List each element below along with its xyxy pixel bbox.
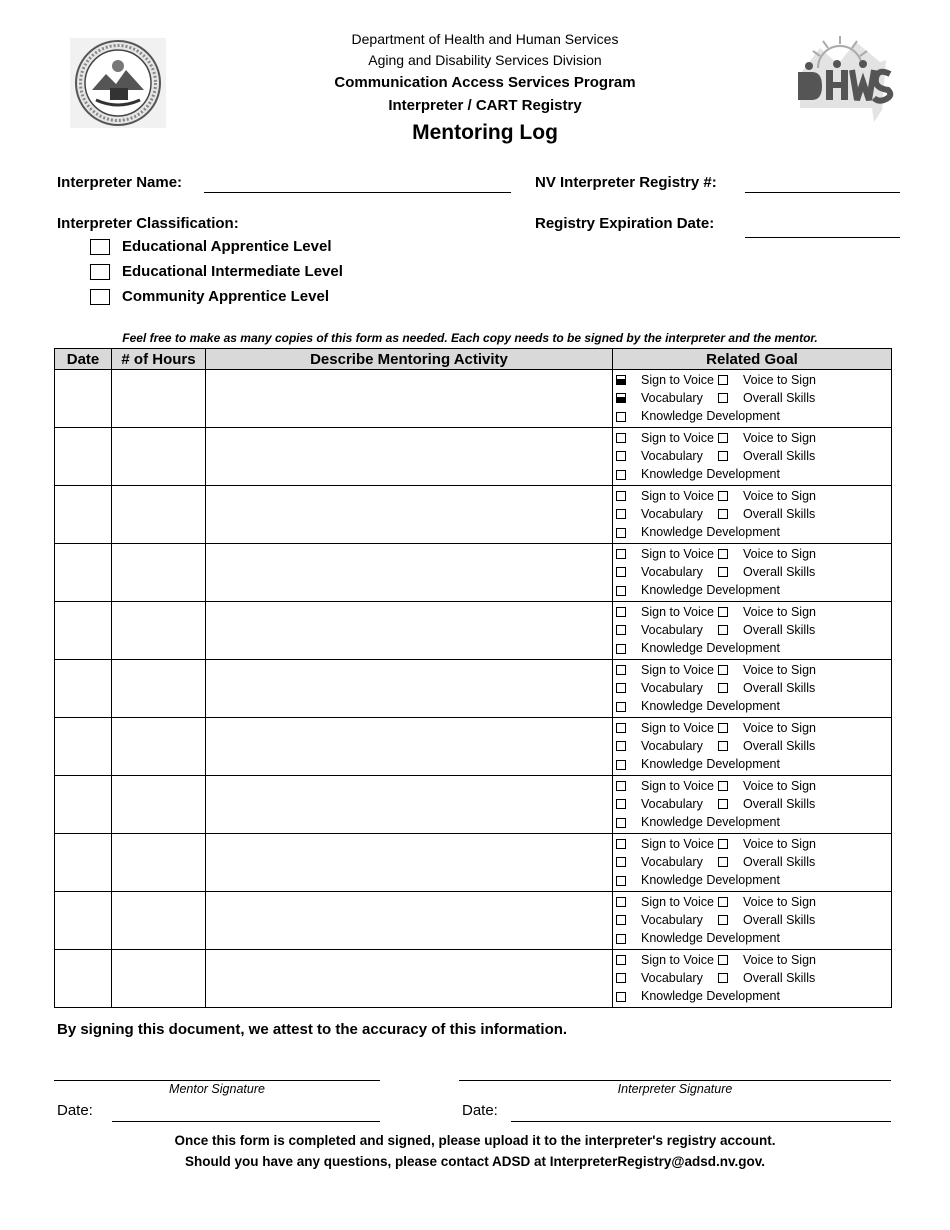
goal-label: Vocabulary <box>641 797 703 812</box>
goal-label: Voice to Sign <box>743 431 816 445</box>
hours-cell[interactable] <box>112 370 206 428</box>
related-goal-cell <box>613 776 892 834</box>
overall-skills-checkbox[interactable] <box>718 451 728 461</box>
vocabulary-checkbox[interactable] <box>616 451 626 461</box>
interpreter-name-label: Interpreter Name: <box>57 174 183 191</box>
overall-skills-checkbox[interactable] <box>718 741 728 751</box>
column-header-hours: # of Hours <box>112 349 206 370</box>
goal-label: Voice to Sign <box>743 721 816 735</box>
goal-label: Overall Skills <box>743 449 816 464</box>
knowledge-development-checkbox[interactable] <box>616 644 626 654</box>
mentor-date-label: Date: <box>57 1102 93 1119</box>
related-goal-cell <box>613 370 892 428</box>
date-cell[interactable] <box>55 544 112 602</box>
goal-label: Voice to Sign <box>743 373 816 387</box>
voice-to-sign-checkbox[interactable] <box>718 433 728 443</box>
goal-label: Vocabulary <box>641 565 703 580</box>
goal-label: Sign to Voice <box>641 431 714 445</box>
goal-label: Knowledge Development <box>641 757 780 772</box>
mentor-date-field[interactable] <box>112 1121 380 1122</box>
overall-skills-checkbox[interactable] <box>718 857 728 867</box>
column-header-related-goal: Related Goal <box>613 349 892 370</box>
goal-label: Sign to Voice <box>641 721 714 735</box>
expiration-date-field[interactable] <box>745 237 900 238</box>
activity-cell[interactable] <box>206 486 613 544</box>
goal-label: Vocabulary <box>641 913 703 928</box>
related-goal-cell <box>613 428 892 486</box>
interpreter-signature-caption: Interpreter Signature <box>617 1082 733 1096</box>
related-goal-cell <box>613 602 892 660</box>
goal-label: Overall Skills <box>743 391 816 406</box>
activity-cell[interactable] <box>206 370 613 428</box>
vocabulary-checkbox[interactable] <box>616 625 626 635</box>
interpreter-signature-line[interactable] <box>459 1080 891 1081</box>
header-program: Communication Access Services Program <box>334 74 636 91</box>
vocabulary-checkbox[interactable] <box>616 973 626 983</box>
goal-label: Knowledge Development <box>641 525 780 540</box>
vocabulary-checkbox[interactable] <box>616 509 626 519</box>
hours-cell[interactable] <box>112 718 206 776</box>
voice-to-sign-checkbox[interactable] <box>718 955 728 965</box>
goal-label: Overall Skills <box>743 623 816 638</box>
mentoring-log-table <box>54 348 892 1008</box>
overall-skills-checkbox[interactable] <box>718 683 728 693</box>
table-row <box>55 776 892 834</box>
sign-to-voice-checkbox[interactable] <box>616 781 626 791</box>
overall-skills-checkbox[interactable] <box>718 509 728 519</box>
activity-cell[interactable] <box>206 834 613 892</box>
nevada-state-seal <box>70 38 166 128</box>
hours-cell[interactable] <box>112 834 206 892</box>
activity-cell[interactable] <box>206 544 613 602</box>
goal-label: Overall Skills <box>743 971 816 986</box>
mentor-signature-caption: Mentor Signature <box>169 1082 265 1096</box>
activity-cell[interactable] <box>206 428 613 486</box>
goal-label: Sign to Voice <box>641 547 714 561</box>
date-cell[interactable] <box>55 428 112 486</box>
goal-label: Voice to Sign <box>743 779 816 793</box>
goal-label: Knowledge Development <box>641 641 780 656</box>
goal-label: Overall Skills <box>743 739 816 754</box>
goal-label: Knowledge Development <box>641 583 780 598</box>
knowledge-development-checkbox[interactable] <box>616 702 626 712</box>
goal-label: Overall Skills <box>743 913 816 928</box>
knowledge-development-checkbox[interactable] <box>616 470 626 480</box>
table-row <box>55 486 892 544</box>
classification-option-label: Educational Intermediate Level <box>122 263 343 280</box>
voice-to-sign-checkbox[interactable] <box>718 665 728 675</box>
goal-label: Vocabulary <box>641 623 703 638</box>
related-goal-cell <box>613 834 892 892</box>
sign-to-voice-checkbox[interactable] <box>616 955 626 965</box>
header-registry: Interpreter / CART Registry <box>388 97 582 114</box>
sign-to-voice-checkbox[interactable] <box>616 491 626 501</box>
sign-to-voice-checkbox[interactable] <box>616 433 626 443</box>
classification-checkbox-educational-apprentice[interactable] <box>90 239 110 255</box>
goal-label: Sign to Voice <box>641 663 714 677</box>
header-department: Department of Health and Human Services <box>351 31 619 47</box>
knowledge-development-checkbox[interactable] <box>616 992 626 1002</box>
table-row <box>55 370 892 428</box>
goal-label: Voice to Sign <box>743 895 816 909</box>
goal-label: Sign to Voice <box>641 895 714 909</box>
table-row <box>55 428 892 486</box>
page-title: Mentoring Log <box>412 121 558 144</box>
vocabulary-checkbox[interactable] <box>616 799 626 809</box>
goal-label: Overall Skills <box>743 565 816 580</box>
mentor-signature-line[interactable] <box>54 1080 380 1081</box>
goal-label: Voice to Sign <box>743 489 816 503</box>
overall-skills-checkbox[interactable] <box>718 625 728 635</box>
footer-upload-instructions: Once this form is completed and signed, please upload it to the interpreter's registry account. <box>174 1133 776 1148</box>
header-division: Aging and Disability Services Division <box>368 52 602 68</box>
copy-instructions-note: Feel free to make as many copies of this form as needed. Each copy needs to be signed by the interpreter and the mentor. <box>122 331 818 345</box>
goal-label: Vocabulary <box>641 681 703 696</box>
goal-label: Vocabulary <box>641 739 703 754</box>
attestation-statement: By signing this document, we attest to the accuracy of this information. <box>57 1021 568 1038</box>
interpreter-date-label: Date: <box>462 1102 498 1119</box>
voice-to-sign-checkbox[interactable] <box>718 491 728 501</box>
activity-cell[interactable] <box>206 660 613 718</box>
table-row <box>55 950 892 1008</box>
hours-cell[interactable] <box>112 892 206 950</box>
goal-label: Overall Skills <box>743 797 816 812</box>
overall-skills-checkbox[interactable] <box>718 915 728 925</box>
date-cell[interactable] <box>55 776 112 834</box>
vocabulary-checkbox[interactable] <box>616 683 626 693</box>
knowledge-development-checkbox[interactable] <box>616 760 626 770</box>
classification-option-label: Community Apprentice Level <box>122 288 329 305</box>
goal-label: Sign to Voice <box>641 779 714 793</box>
related-goal-cell <box>613 718 892 776</box>
activity-cell[interactable] <box>206 718 613 776</box>
sign-to-voice-checkbox[interactable] <box>616 723 626 733</box>
goal-label: Overall Skills <box>743 507 816 522</box>
vocabulary-checkbox[interactable] <box>616 857 626 867</box>
table-row <box>55 718 892 776</box>
goal-label: Vocabulary <box>641 449 703 464</box>
knowledge-development-checkbox[interactable] <box>616 586 626 596</box>
date-cell[interactable] <box>55 660 112 718</box>
dhhs-logo <box>790 34 894 124</box>
goal-label: Voice to Sign <box>743 547 816 561</box>
table-row <box>55 602 892 660</box>
footer-contact-info: Should you have any questions, please contact ADSD at InterpreterRegistry@adsd.nv.gov. <box>184 1154 766 1169</box>
table-header-row <box>55 349 892 370</box>
overall-skills-checkbox[interactable] <box>718 567 728 577</box>
overall-skills-checkbox[interactable] <box>718 393 728 403</box>
registry-number-field[interactable] <box>745 192 900 193</box>
knowledge-development-checkbox[interactable] <box>616 934 626 944</box>
date-cell[interactable] <box>55 718 112 776</box>
activity-cell[interactable] <box>206 950 613 1008</box>
goal-label: Sign to Voice <box>641 953 714 967</box>
hours-cell[interactable] <box>112 776 206 834</box>
date-cell[interactable] <box>55 602 112 660</box>
goal-label: Vocabulary <box>641 855 703 870</box>
hours-cell[interactable] <box>112 486 206 544</box>
overall-skills-checkbox[interactable] <box>718 799 728 809</box>
sign-to-voice-checkbox[interactable] <box>616 549 626 559</box>
vocabulary-checkbox[interactable] <box>616 915 626 925</box>
hours-cell[interactable] <box>112 950 206 1008</box>
hours-cell[interactable] <box>112 544 206 602</box>
date-cell[interactable] <box>55 834 112 892</box>
goal-label: Voice to Sign <box>743 663 816 677</box>
goal-label: Overall Skills <box>743 855 816 870</box>
activity-cell[interactable] <box>206 776 613 834</box>
related-goal-cell <box>613 544 892 602</box>
related-goal-cell <box>613 950 892 1008</box>
classification-label: Interpreter Classification: <box>57 215 239 232</box>
goal-label: Voice to Sign <box>743 837 816 851</box>
registry-number-label: NV Interpreter Registry #: <box>535 174 717 191</box>
voice-to-sign-checkbox[interactable] <box>718 839 728 849</box>
voice-to-sign-checkbox[interactable] <box>718 549 728 559</box>
sign-to-voice-checkbox[interactable] <box>616 375 626 385</box>
voice-to-sign-checkbox[interactable] <box>718 781 728 791</box>
knowledge-development-checkbox[interactable] <box>616 818 626 828</box>
hours-cell[interactable] <box>112 428 206 486</box>
knowledge-development-checkbox[interactable] <box>616 528 626 538</box>
overall-skills-checkbox[interactable] <box>718 973 728 983</box>
classification-checkbox-community-apprentice[interactable] <box>90 289 110 305</box>
vocabulary-checkbox[interactable] <box>616 741 626 751</box>
interpreter-name-field[interactable] <box>204 192 511 193</box>
classification-option-label: Educational Apprentice Level <box>122 238 332 255</box>
date-cell[interactable] <box>55 370 112 428</box>
table-row <box>55 660 892 718</box>
goal-label: Sign to Voice <box>641 605 714 619</box>
goal-label: Voice to Sign <box>743 953 816 967</box>
date-cell[interactable] <box>55 486 112 544</box>
voice-to-sign-checkbox[interactable] <box>718 607 728 617</box>
table-row <box>55 544 892 602</box>
knowledge-development-checkbox[interactable] <box>616 412 626 422</box>
goal-label: Knowledge Development <box>641 989 780 1004</box>
goal-label: Knowledge Development <box>641 931 780 946</box>
goal-label: Knowledge Development <box>641 409 780 424</box>
related-goal-cell <box>613 486 892 544</box>
knowledge-development-checkbox[interactable] <box>616 876 626 886</box>
goal-label: Knowledge Development <box>641 815 780 830</box>
activity-cell[interactable] <box>206 602 613 660</box>
column-header-date: Date <box>55 349 112 370</box>
goal-label: Vocabulary <box>641 391 703 406</box>
goal-label: Sign to Voice <box>641 373 714 387</box>
related-goal-cell <box>613 892 892 950</box>
interpreter-date-field[interactable] <box>511 1121 891 1122</box>
sign-to-voice-checkbox[interactable] <box>616 607 626 617</box>
goal-label: Knowledge Development <box>641 873 780 888</box>
goal-label: Sign to Voice <box>641 837 714 851</box>
hours-cell[interactable] <box>112 660 206 718</box>
goal-label: Overall Skills <box>743 681 816 696</box>
goal-label: Voice to Sign <box>743 605 816 619</box>
classification-checkbox-educational-intermediate[interactable] <box>90 264 110 280</box>
voice-to-sign-checkbox[interactable] <box>718 723 728 733</box>
date-cell[interactable] <box>55 950 112 1008</box>
column-header-activity: Describe Mentoring Activity <box>206 349 613 370</box>
activity-cell[interactable] <box>206 892 613 950</box>
sign-to-voice-checkbox[interactable] <box>616 839 626 849</box>
voice-to-sign-checkbox[interactable] <box>718 375 728 385</box>
goal-label: Knowledge Development <box>641 699 780 714</box>
table-row <box>55 892 892 950</box>
date-cell[interactable] <box>55 892 112 950</box>
goal-label: Sign to Voice <box>641 489 714 503</box>
sign-to-voice-checkbox[interactable] <box>616 665 626 675</box>
vocabulary-checkbox[interactable] <box>616 393 626 403</box>
goal-label: Vocabulary <box>641 507 703 522</box>
goal-label: Vocabulary <box>641 971 703 986</box>
table-row <box>55 834 892 892</box>
goal-label: Knowledge Development <box>641 467 780 482</box>
related-goal-cell <box>613 660 892 718</box>
sign-to-voice-checkbox[interactable] <box>616 897 626 907</box>
voice-to-sign-checkbox[interactable] <box>718 897 728 907</box>
expiration-label: Registry Expiration Date: <box>535 215 715 232</box>
hours-cell[interactable] <box>112 602 206 660</box>
vocabulary-checkbox[interactable] <box>616 567 626 577</box>
